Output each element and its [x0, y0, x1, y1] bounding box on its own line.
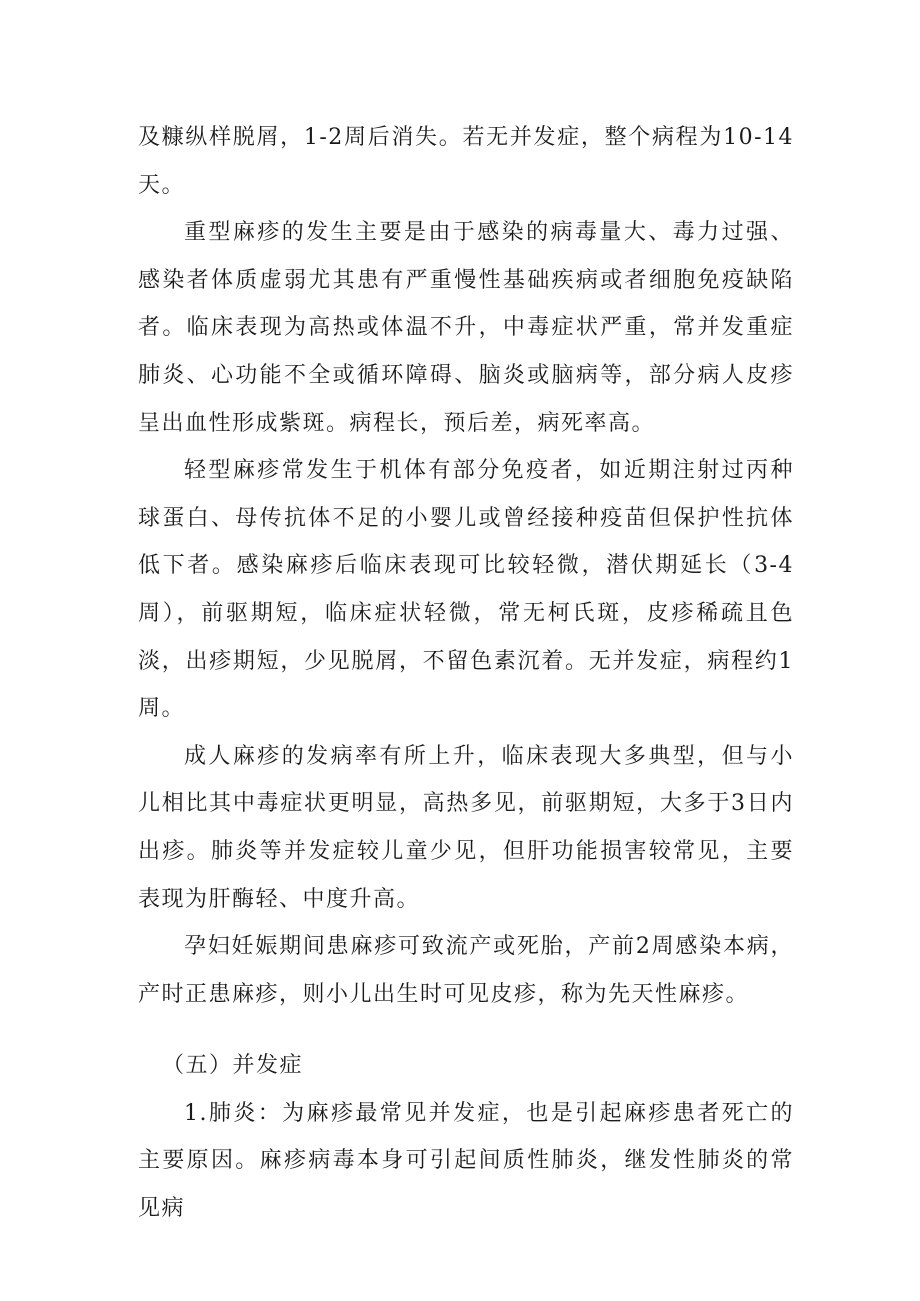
document-body: [138, 114, 794, 1233]
section-heading-complications: （五）并发症: [162, 1053, 304, 1079]
paragraph-pneumonia-complication: 1.肺炎：为麻疹最常见并发症，也是引起麻疹患者死亡的主要原因。麻疹病毒本身可引起间质性肺炎，继发性肺炎的常见病: [138, 1100, 794, 1222]
paragraph-adult-measles: 成人麻疹的发病率有所上升，临床表现大多典型，但与小儿相比其中毒症状更明显，高热多见，前驱期短，大多于3日内出疹。肺炎等并发症较儿童少见，但肝功能损害较常见，主要表现为肝酶轻、中度升高。: [138, 743, 794, 912]
paragraph-mild-measles: 轻型麻疹常发生于机体有部分免疫者，如近期注射过丙种球蛋白、母传抗体不足的小婴儿或曾经接种疫苗但保护性抗体低下者。感染麻疹后临床表现可比较轻微，潜伏期延长（3-4周），前驱期短，临床症状轻微，常无柯氏斑，皮疹稀疏且色淡，出疹期短，少见脱屑，不留色素沉着。无并发症，病程约1周。: [138, 458, 794, 722]
paragraph-pregnancy-measles: 孕妇妊娠期间患麻疹可致流产或死胎，产前2周感染本病，产时正患麻疹，则小儿出生时可见皮疹，称为先天性麻疹。: [138, 934, 794, 1007]
paragraph-severe-measles: 重型麻疹的发生主要是由于感染的病毒量大、毒力过强、感染者体质虚弱尤其患有严重慢性基础疾病或者细胞免疫缺陷者。临床表现为高热或体温不升，中毒症状严重，常并发重症肺炎、心功能不全或循环障碍、脑炎或脑病等，部分病人皮疹呈出血性形成紫斑。病程长，预后差，病死率高。: [138, 220, 794, 436]
paragraph-continuation: 及糠纵样脱屑，1-2周后消失。若无并发症，整个病程为10-14天。: [138, 125, 794, 198]
